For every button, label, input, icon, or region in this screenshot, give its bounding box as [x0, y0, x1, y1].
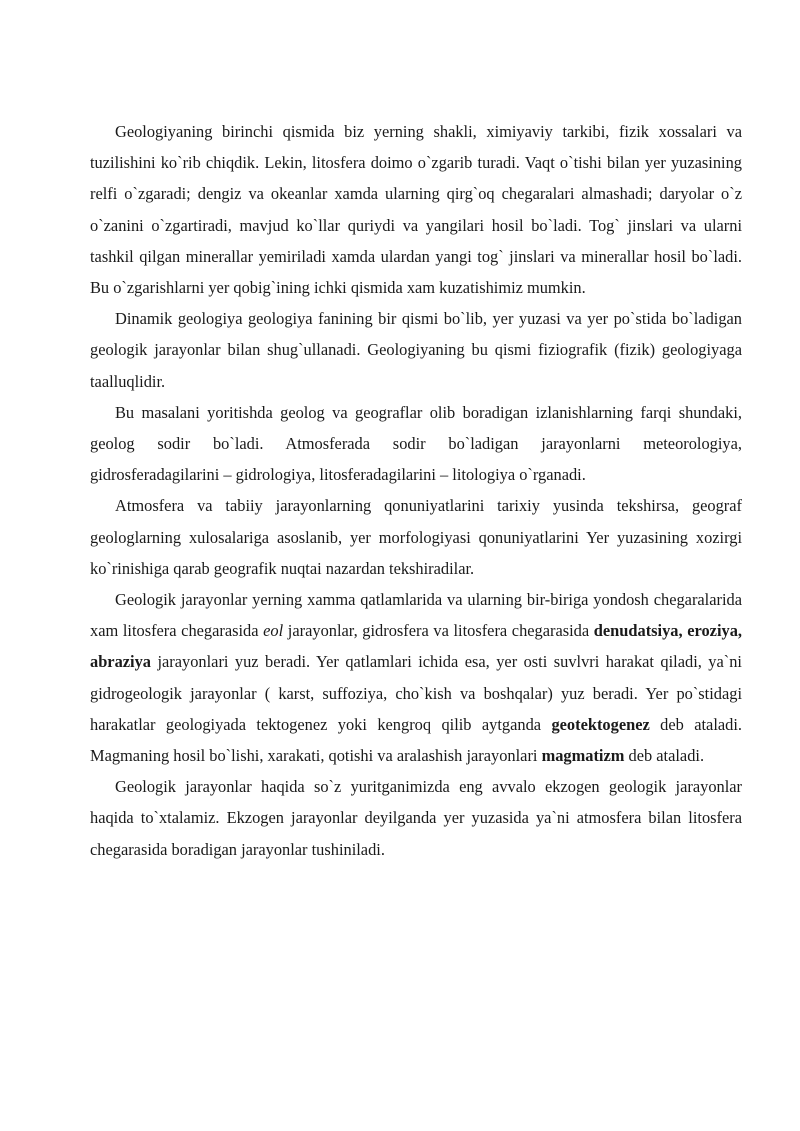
paragraph-atmosphere: Atmosfera va tabiiy jarayonlarning qonuniyatlarini tarixiy yusinda tekshirsa, geograf geologlarning xulosalariga asoslanib, yer morfologiyasi qonuniyatlarini Yer yuzasining xozirgi ko`rinishiga qarab geografik nuqtai nazardan tekshiradilar.	[90, 496, 742, 578]
paragraph-exogenous: Geologik jarayonlar haqida so`z yuritganimizda eng avvalo ekzogen geologik jarayonlar haqida to`xtalamiz. Ekzogen jarayonlar deyilganda yer yuzasida ya`ni atmosfera bilan litosfera chegarasida boradigan jarayonlar tushiniladi.	[90, 777, 742, 859]
text-run: Geologik jarayonlar yerning xamma qatlamlarida va ularning bir-biriga yondosh chegaralarida xam litosfera chegarasida	[90, 590, 742, 641]
text-run: deb ataladi. Magmaning hosil bo`lishi, xarakati, qotishi va aralashish jarayonlari	[90, 714, 743, 766]
bold-term-geotektogenez: geotektogenez	[551, 714, 650, 734]
text-run: jarayonlari yuz beradi. Yer qatlamlari ichida esa, yer osti suvlvri harakat qiladi, ya`ni gidrogeologik jarayonlar ( karst, suffoziya, cho`kish va boshqalar) yuz beradi. Yer po`stidagi harakatlar geologiyada tektogenez yoki kengroq qilib aytganda	[90, 652, 742, 734]
bold-term-magmatizm: magmatizm	[541, 746, 625, 766]
italic-term-eol: eol	[263, 621, 284, 641]
bold-term-denudation: denudatsiya, eroziya, abraziya	[90, 621, 742, 672]
document-page	[90, 116, 742, 865]
paragraph-geolog-geograf: Bu masalani yoritishda geolog va geograflar olib boradigan izlanishlarning farqi shundaki, geolog sodir bo`ladi. Atmosferada sodir bo`ladigan jarayonlarni meteorologiya, gidrosferadagilarini – gidrologiya, litosferadagilarini – litologiya o`rganadi.	[90, 402, 742, 485]
text-run: jarayonlar, gidrosfera va litosfera chegarasida	[283, 621, 594, 641]
paragraph-dynamic-geology: Dinamik geologiya geologiya fanining bir qismi bo`lib, yer yuzasi va yer po`stida bo`ladigan geologik jarayonlar bilan shug`ullanadi. Geologiyaning bu qismi fiziografik (fizik) geologiyaga taalluqlidir.	[90, 309, 742, 391]
text-run: deb ataladi.	[624, 746, 705, 766]
paragraph-intro: Geologiyaning birinchi qismida biz yerning shakli, ximiyaviy tarkibi, fizik xossalari va tuzilishini ko`rib chiqdik. Lekin, litosfera doimo o`zgarib turadi. Vaqt o`tishi bilan yer yuzasining relfi o`zgaradi; dengiz va okeanlar xamda ularning qirg`oq chegaralari almashadi; daryolar o`z o`zanini o`zgartiradi, mavjud ko`llar quriydi va yangilari hosil bo`ladi. Tog` jinslari va ularni tashkil qilgan minerallar yemiriladi xamda ulardan yangi tog` jinslari va minerallar hosil bo`ladi. Bu o`zgarishlarni yer qobig`ining ichki qismida xam kuzatishimiz mumkin.	[90, 122, 742, 298]
paragraph-geologic-processes	[90, 584, 742, 771]
